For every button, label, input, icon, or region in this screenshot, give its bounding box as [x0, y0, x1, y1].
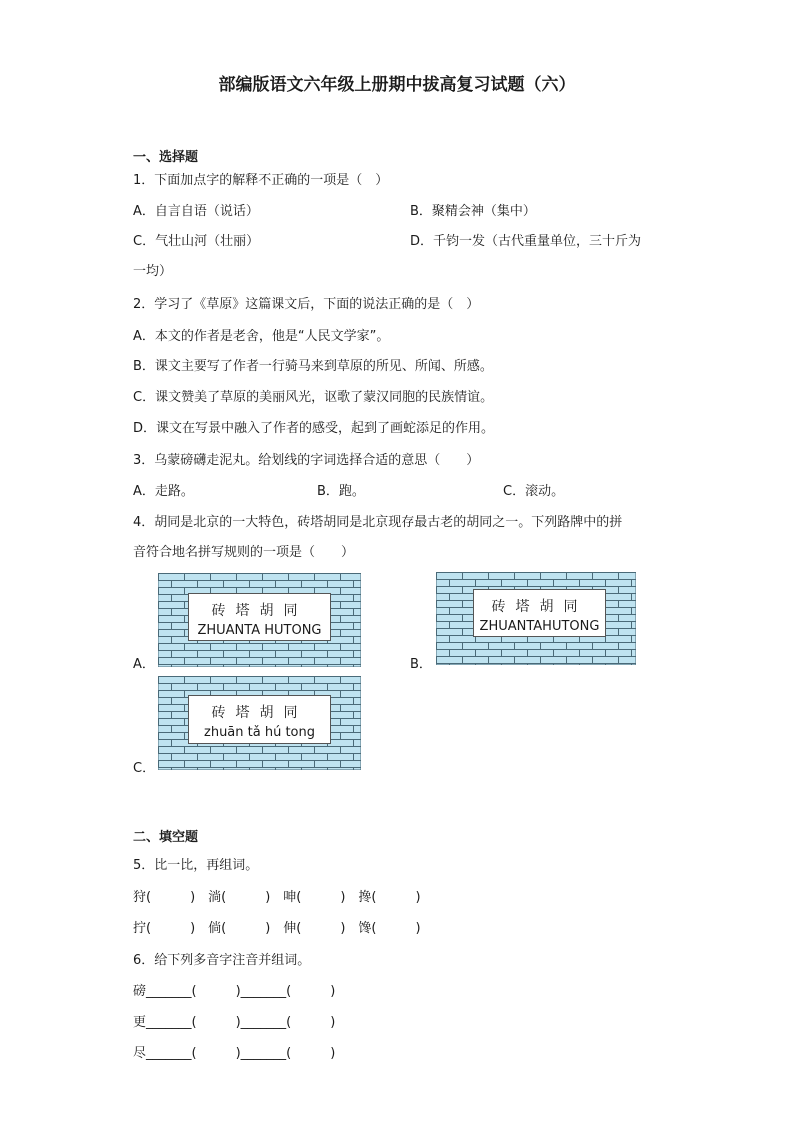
q5-row-2[interactable]: 拧( ) 倘( ) 伸( ) 馋( ) [133, 921, 421, 936]
sign-a-pinyin: ZHUANTA HUTONG [197, 623, 322, 638]
q6-stem: 6．给下列多音字注音并组词。 [133, 953, 311, 968]
section-choice-heading: 一、选择题 [133, 150, 199, 165]
street-sign-a[interactable] [158, 573, 361, 667]
q1-option-a[interactable]: A．自言自语（说话） [133, 204, 259, 219]
q4-stem-line2: 音符合地名拼写规则的一项是（ ） [133, 545, 355, 560]
sign-b-pinyin: ZHUANTAHUTONG [479, 619, 600, 634]
q2-stem: 2．学习了《草原》这篇课文后，下面的说法正确的是（ ） [133, 297, 480, 312]
q4-stem-line1: 4．胡同是北京的一大特色，砖塔胡同是北京现存最古老的胡同之一。下列路牌中的拼 [133, 515, 623, 530]
sign-a-plate [188, 593, 331, 641]
q1-stem: 1．下面加点字的解释不正确的一项是（ ） [133, 173, 389, 188]
q4-option-a-label[interactable]: A． [133, 657, 155, 672]
q6-row-2[interactable]: 更_______( )_______( ) [133, 1015, 336, 1030]
q3-option-a[interactable]: A．走路。 [133, 484, 194, 499]
q2-option-a[interactable]: A．本文的作者是老舍，他是“人民文学家”。 [133, 329, 390, 344]
q5-stem: 5．比一比，再组词。 [133, 858, 259, 873]
street-sign-c[interactable] [158, 676, 361, 770]
sign-a-chinese: 砖塔胡同 [211, 603, 308, 619]
section-fill-heading: 二、填空题 [133, 830, 199, 845]
q1-option-c[interactable]: C．气壮山河（壮丽） [133, 234, 260, 249]
sign-b-plate [473, 589, 606, 637]
street-sign-b[interactable] [436, 572, 636, 665]
q2-option-c[interactable]: C．课文赞美了草原的美丽风光，讴歌了蒙汉同胞的民族情谊。 [133, 390, 494, 405]
sign-b-chinese: 砖塔胡同 [491, 599, 588, 615]
q2-option-b[interactable]: B．课文主要写了作者一行骑马来到草原的所见、所闻、所感。 [133, 359, 493, 374]
q6-row-1[interactable]: 磅_______( )_______( ) [133, 984, 336, 999]
q1-option-d[interactable]: D．千钧一发（古代重量单位，三十斤为 [410, 234, 642, 249]
q1-option-d-continued: 一均） [133, 264, 173, 279]
q6-row-3[interactable]: 尽_______( )_______( ) [133, 1046, 336, 1061]
q2-option-d[interactable]: D．课文在写景中融入了作者的感受，起到了画蛇添足的作用。 [133, 421, 495, 436]
q3-option-b[interactable]: B．跑。 [317, 484, 365, 499]
q5-row-1[interactable]: 狩( ) 淌( ) 呻( ) 搀( ) [133, 890, 421, 905]
q4-option-c-label[interactable]: C． [133, 761, 156, 776]
sign-c-chinese: 砖塔胡同 [211, 705, 308, 721]
sign-c-pinyin: zhuān tǎ hú tong [204, 725, 315, 740]
sign-c-plate [188, 695, 331, 744]
q3-option-c[interactable]: C．滚动。 [503, 484, 565, 499]
q1-option-b[interactable]: B．聚精会神（集中） [410, 204, 536, 219]
q4-option-b-label[interactable]: B． [410, 657, 432, 672]
page-title: 部编版语文六年级上册期中拔高复习试题（六） [218, 75, 576, 95]
q3-stem: 3．乌蒙磅礴走泥丸。给划线的字词选择合适的意思（ ） [133, 453, 480, 468]
